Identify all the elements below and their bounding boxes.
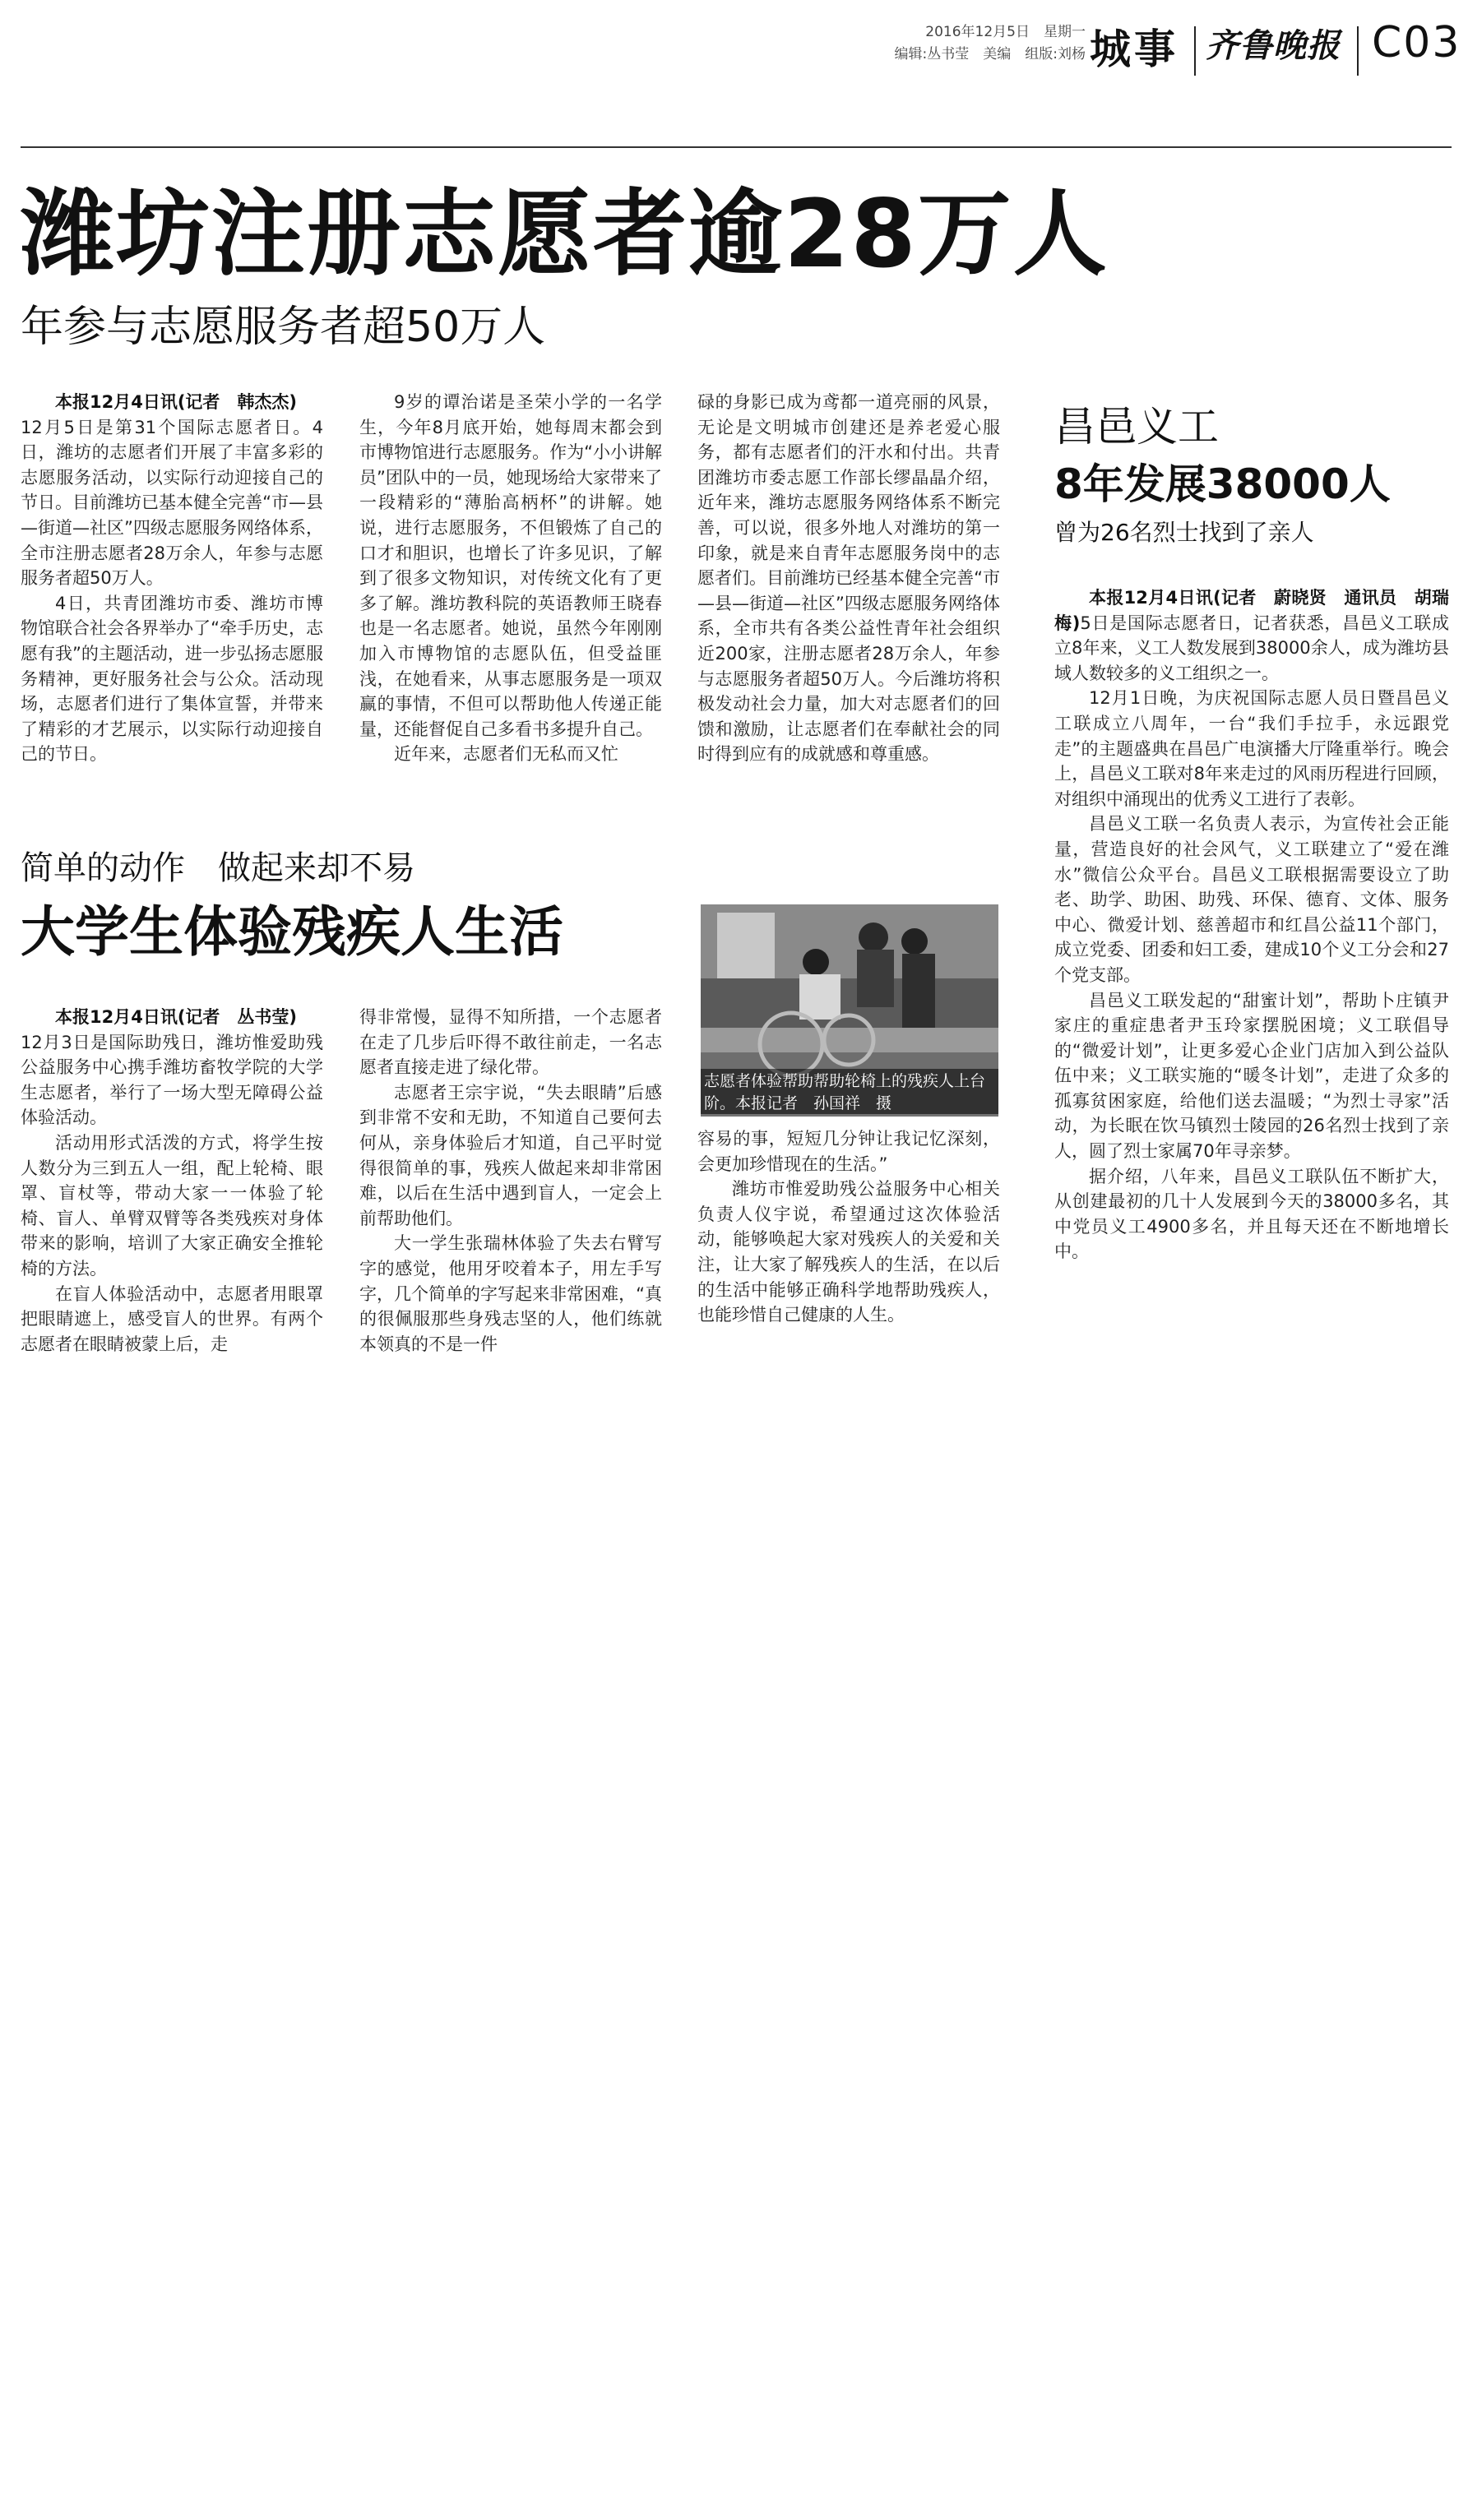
article-paragraph: 潍坊市惟爱助残公益服务中心相关负责人仪宇说，希望通过这次体验活动，能够唤起大家对残疾人的关爱和关注，让大家了解残疾人的生活，在以后的生活中能够正确科学地帮助残疾人，也能珍惜自己健康的人生。: [697, 1179, 1000, 1325]
story2-column-2: [359, 1005, 662, 1357]
article-paragraph: 志愿者王宗宇说，“失去眼睛”后感到非常不安和无助，不知道自己要何去何从，亲身体验后才知道，自己平时觉得很简单的事，残疾人做起来却非常困难，以后在生活中遇到盲人，一定会上前帮助他们。: [359, 1082, 662, 1228]
lead-column-3: [697, 390, 1000, 767]
sidebar-column: [1054, 585, 1449, 1265]
article-paragraph: 活动用形式活泼的方式，将学生按人数分为三到五人一组，配上轮椅、眼罩、盲杖等，带动大家一一体验了轮椅、盲人、单臂双臂等各类残疾对身体带来的影响，培训了大家正确安全推轮椅的方法。: [21, 1132, 323, 1278]
story2-headline: 大学生体验残疾人生活: [21, 900, 563, 964]
masthead-divider: [1194, 26, 1196, 76]
lead-byline: 本报12月4日讯(记者 韩杰杰): [55, 392, 298, 412]
sidebar-deck: 曾为26名烈士找到了亲人: [1054, 519, 1314, 546]
lead-column-2: [359, 390, 662, 767]
page-number: C03: [1372, 18, 1461, 67]
story2-column-3: [697, 1126, 1000, 1328]
article-paragraph: 昌邑义工联发起的“甜蜜计划”，帮助卜庄镇尹家庄的重症患者尹玉玲家摆脱困境；义工联倡导的“微爱计划”，让更多爱心企业门店加入到公益队伍中来；义工联实施的“暖冬计划”，走进了众多的孤寡贫困家庭，给他们送去温暖；“为烈士寻家”活动，为长眠在饮马镇烈士陵园的26名烈士找到了亲人，圆了烈士家属70年寻亲梦。: [1054, 990, 1449, 1162]
header-rule: [21, 146, 1452, 148]
article-paragraph: 得非常慢，显得不知所措，一个志愿者在走了几步后吓得不敢往前走，一名志愿者直接走进了绿化带。: [359, 1007, 662, 1078]
sidebar-title: 昌邑义工: [1054, 403, 1219, 451]
article-paragraph: 12月5日是第31个国际志愿者日。4日，潍坊的志愿者们开展了丰富多彩的志愿服务活动，以实际行动迎接自己的节日。目前潍坊已基本健全完善“市—县—街道—社区”四级志愿服务网络体系，全市注册志愿者28万余人，年参与志愿服务者超50万人。: [21, 417, 323, 589]
masthead-divider: [1357, 26, 1359, 76]
paper-logo: 齐鲁晚报: [1206, 26, 1341, 65]
sidebar-byline: 本报12月4日讯(记者 蔚晓贤 通讯员 胡瑞梅): [1054, 588, 1449, 633]
story2-byline: 本报12月4日讯(记者 丛书莹): [55, 1007, 298, 1027]
article-paragraph: 12月3日是国际助残日，潍坊惟爱助残公益服务中心携手潍坊畜牧学院的大学生志愿者，举行了一场大型无障碍公益体验活动。: [21, 1032, 323, 1128]
article-paragraph: 在盲人体验活动中，志愿者用眼罩把眼睛遮上，感受盲人的世界。有两个志愿者在眼睛被蒙上后，走: [21, 1283, 323, 1354]
article-paragraph: 5日是国际志愿者日，记者获悉，昌邑义工联成立8年来，义工人数发展到38000余人，成为潍坊县域人数较多的义工组织之一。: [1054, 613, 1450, 683]
editors-credit: 编辑:丛书莹 美编 组版:刘杨: [894, 46, 1086, 62]
article-paragraph: 4日，共青团潍坊市委、潍坊市博物馆联合社会各界举办了“牵手历史，志愿有我”的主题活动，进一步弘扬志愿服务精神，更好服务社会与公众。活动现场，志愿者们进行了集体宣誓，并带来了精彩的才艺展示，以实际行动迎接自己的节日。: [21, 593, 323, 765]
article-paragraph: 据介绍，八年来，昌邑义工联队伍不断扩大，从创建最初的几十人发展到今天的38000多名，其中党员义工4900多名，并且每天还在不断地增长中。: [1054, 1166, 1449, 1262]
article-paragraph: 大一学生张瑞林体验了失去右臂写字的感觉，他用牙咬着本子，用左手写字，几个简单的字写起来非常困难，“真的很佩服那些身残志坚的人，他们练就本领真的不是一件: [359, 1233, 662, 1354]
masthead-meta: [822, 21, 1086, 66]
article-paragraph: 容易的事，短短几分钟让我记忆深刻，会更加珍惜现在的生活。”: [697, 1129, 1000, 1174]
story2-kicker: 简单的动作 做起来却不易: [21, 849, 415, 887]
photo-caption: 志愿者体验帮助帮助轮椅上的残疾人上台阶。本报记者 孙国祥 摄: [701, 1069, 998, 1117]
article-paragraph: 碌的身影已成为鸢都一道亮丽的风景，无论是文明城市创建还是养老爱心服务，都有志愿者们的汗水和付出。共青团潍坊市委志愿工作部长缪晶晶介绍，近年来，潍坊志愿服务网络体系不断完善，可以说，很多外地人对潍坊的第一印象，就是来自青年志愿服务岗中的志愿者们。目前潍坊已经基本健全完善“市—县—街道—社区”四级志愿服务网络体系，全市共有各类公益性青年社会组织近200家，注册志愿者28万余人，年参与志愿服务者超50万人。今后潍坊将积极发动社会力量，加大对志愿者们的回馈和激励，让志愿者们在奉献社会的同时得到应有的成就感和尊重感。: [697, 392, 1000, 765]
article-paragraph: 12月1日晚，为庆祝国际志愿人员日暨昌邑义工联成立八周年，一台“我们手拉手，永远跟党走”的主题盛典在昌邑广电演播大厅隆重举行。晚会上，昌邑义工联对8年来走过的风雨历程进行回顾，对组织中涌现出的优秀义工进行了表彰。: [1054, 688, 1449, 809]
sidebar-subtitle: 8年发展38000人: [1054, 460, 1391, 508]
lead-column-1: [21, 390, 323, 767]
lead-headline: 潍坊注册志愿者逾28万人: [21, 179, 1109, 289]
article-paragraph: 昌邑义工联一名负责人表示，为宣传社会正能量，营造良好的社会风气，义工联建立了“爱在潍水”微信公众平台。昌邑义工联根据需要设立了助老、助学、助困、助残、环保、德育、文体、服务中心、微爱计划、慈善超市和红昌公益11个部门，成立党委、团委和妇工委，建成10个义工分会和27个党支部。: [1054, 814, 1449, 985]
lead-subheadline: 年参与志愿服务者超50万人: [21, 303, 546, 352]
issue-date: 2016年12月5日 星期一: [925, 24, 1086, 40]
story2-column-1: [21, 1005, 323, 1357]
article-paragraph: 9岁的谭治诺是圣荣小学的一名学生，今年8月底开始，她每周末都会到市博物馆进行志愿服务。作为“小小讲解员”团队中的一员，她现场给大家带来了一段精彩的“薄胎高柄杯”的讲解。她说，进行志愿服务，不但锻炼了自己的口才和胆识，也增长了许多见识，了解到了很多文物知识，对传统文化有了更多了解。潍坊教科院的英语教师王晓春也是一名志愿者。她说，虽然今年刚刚加入市博物馆的志愿队伍，但受益匪浅，在她看来，从事志愿服务是一项双赢的事情，不但可以帮助他人传递正能量，还能督促自己多看书多提升自己。: [359, 392, 662, 739]
section-name: 城事: [1090, 25, 1179, 73]
article-paragraph: 近年来，志愿者们无私而又忙: [394, 744, 618, 765]
